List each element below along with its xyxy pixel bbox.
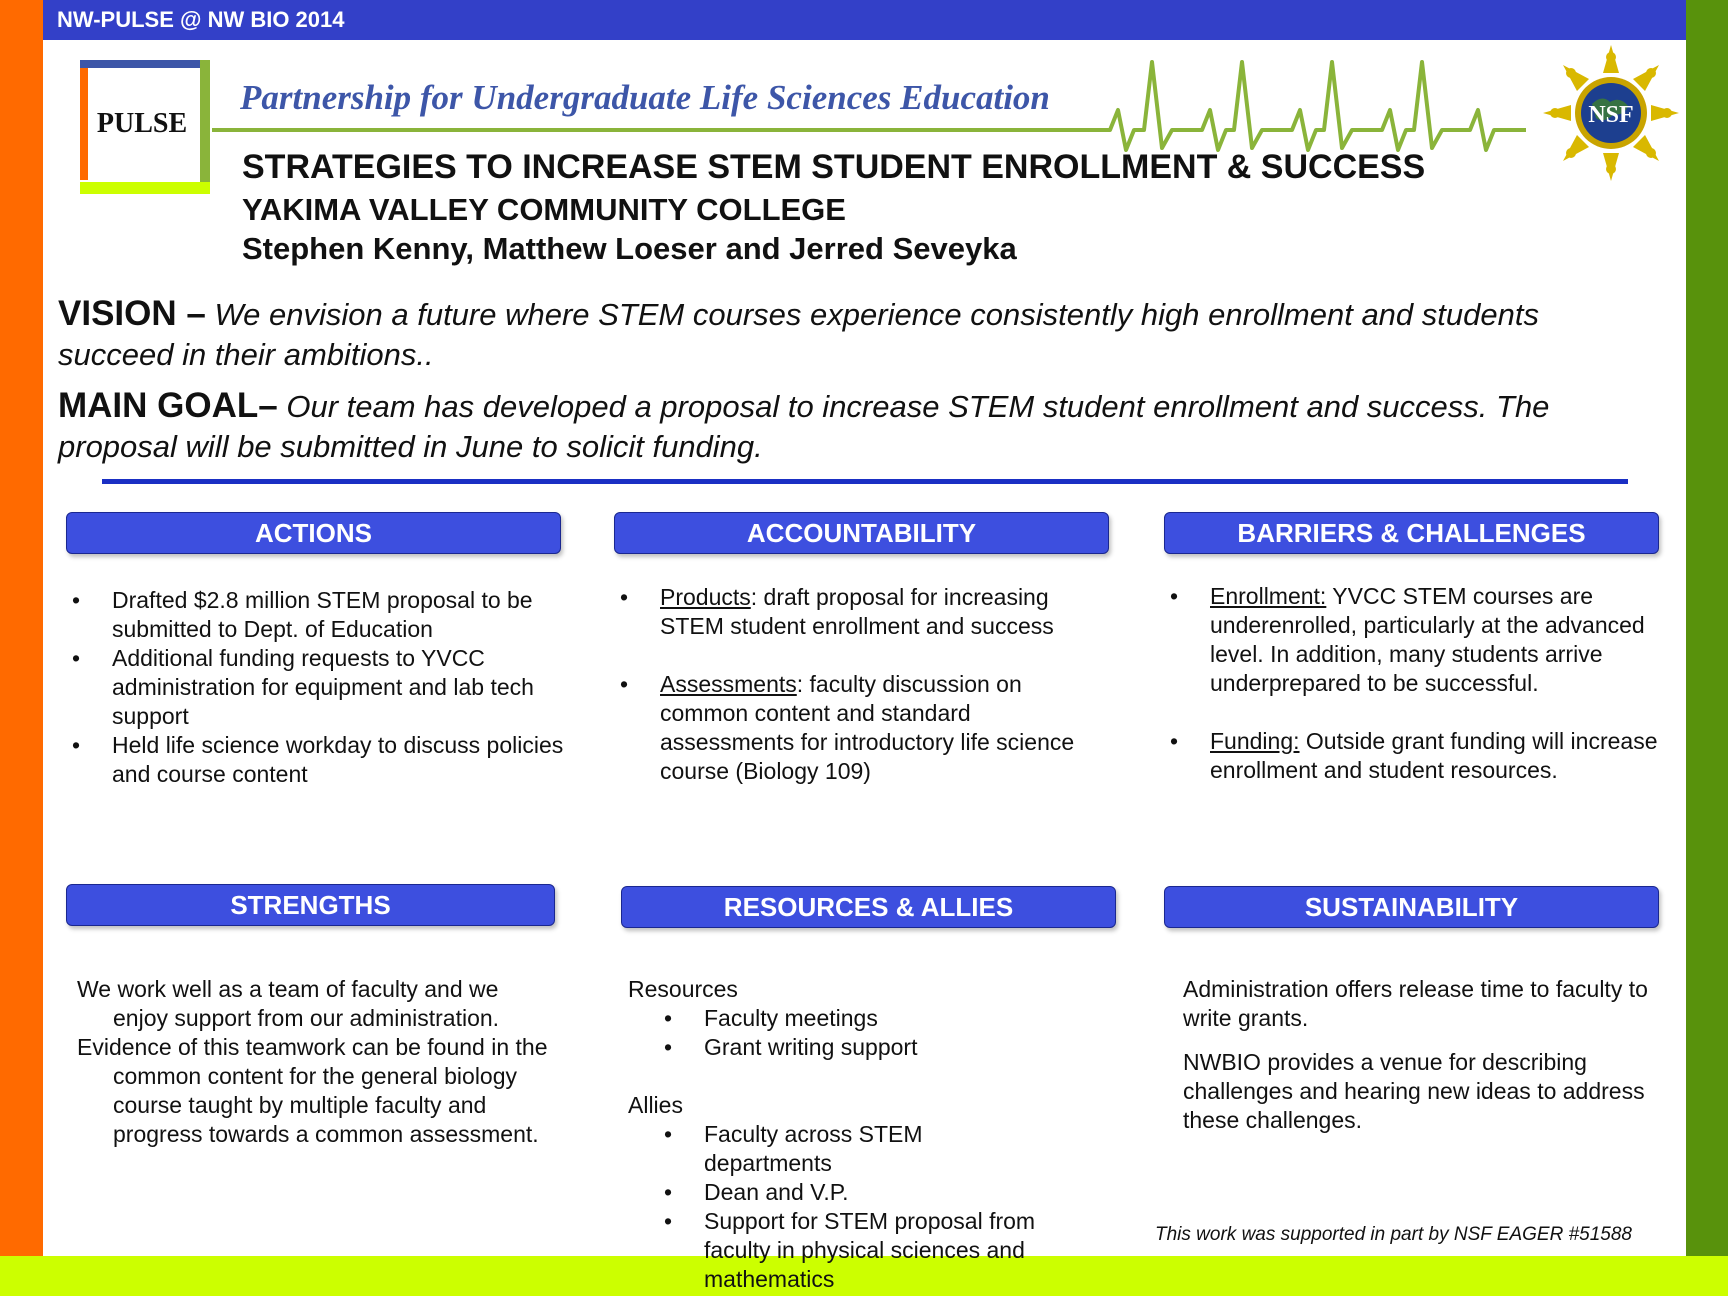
list-item: • Products: draft proposal for increasing STEM student enrollment and success xyxy=(620,584,1054,639)
list-item: • Drafted $2.8 million STEM proposal to be submitted to Dept. of Education xyxy=(72,587,533,642)
actions-header: ACTIONS xyxy=(66,512,561,554)
list-item: • Assessments: faculty discussion on common content and standard assessments for introductory life science course (Biology 109) xyxy=(620,671,1075,784)
vision-label: VISION – xyxy=(58,294,206,333)
resources-header: RESOURCES & ALLIES xyxy=(621,886,1116,928)
college-name: YAKIMA VALLEY COMMUNITY COLLEGE xyxy=(242,192,846,227)
barriers-header: BARRIERS & CHALLENGES xyxy=(1164,512,1659,554)
accountability-body xyxy=(620,583,1110,786)
list-item: • Dean and V.P. xyxy=(664,1179,849,1205)
resources-label: Resources xyxy=(628,976,738,1002)
vision-text: We envision a future where STEM courses experience consistently high enrollment and students succeed in their ambitions.. xyxy=(58,297,1539,372)
top-banner: NW-PULSE @ NW BIO 2014 xyxy=(43,0,1686,40)
sustainability-paragraph: Administration offers release time to faculty to write grants. xyxy=(1183,976,1648,1031)
subtitle-underline xyxy=(212,128,1092,132)
authors: Stephen Kenny, Matthew Loeser and Jerred Seveyka xyxy=(242,231,1017,266)
sustainability-header: SUSTAINABILITY xyxy=(1164,886,1659,928)
heartbeat-line-icon xyxy=(1090,56,1526,152)
subtitle: Partnership for Undergraduate Life Sciences Education xyxy=(240,78,1050,117)
goal-label: MAIN GOAL– xyxy=(58,386,278,425)
strengths-paragraph: Evidence of this teamwork can be found in the common content for the general biology course taught by multiple faculty and progress towards a common assessment. xyxy=(77,1034,548,1147)
section-divider xyxy=(102,479,1628,484)
left-orange-bar xyxy=(0,0,43,1296)
resources-body xyxy=(628,975,1128,1294)
actions-body xyxy=(72,586,572,789)
main-goal-statement xyxy=(58,386,1658,467)
list-item: • Grant writing support xyxy=(664,1034,918,1060)
allies-label: Allies xyxy=(628,1092,683,1118)
accountability-header: ACCOUNTABILITY xyxy=(614,512,1109,554)
nsf-logo-text: NSF xyxy=(1588,102,1634,128)
vision-statement xyxy=(58,294,1658,375)
list-item: • Additional funding requests to YVCC administration for equipment and lab tech support xyxy=(72,645,534,729)
list-item: • Faculty across STEM departments xyxy=(664,1121,923,1176)
strengths-paragraph: We work well as a team of faculty and we enjoy support from our administration. xyxy=(77,976,500,1031)
list-item: • Held life science workday to discuss policies and course content xyxy=(72,732,564,787)
pulse-logo-text: PULSE xyxy=(96,108,188,139)
list-item: • Faculty meetings xyxy=(664,1005,878,1031)
nsf-logo xyxy=(1540,42,1682,184)
poster-title: STRATEGIES TO INCREASE STEM STUDENT ENROLLMENT & SUCCESS xyxy=(242,148,1426,186)
funding-acknowledgement: This work was supported in part by NSF EAGER #51588 xyxy=(1155,1224,1632,1245)
strengths-body xyxy=(77,975,557,1149)
pulse-logo xyxy=(80,60,210,194)
goal-text: Our team has developed a proposal to increase STEM student enrollment and success. The proposal will be submitted in June to solicit funding. xyxy=(58,389,1550,464)
sustainability-body xyxy=(1183,975,1653,1135)
list-item: • Support for STEM proposal from faculty in physical sciences and mathematics xyxy=(664,1208,1036,1292)
barriers-body xyxy=(1170,582,1670,785)
right-green-bar xyxy=(1686,0,1728,1296)
strengths-header: STRENGTHS xyxy=(66,884,555,926)
list-item: • Enrollment: YVCC STEM courses are underenrolled, particularly at the advanced level. In addition, many students arrive underprepared to be successful. xyxy=(1170,583,1645,696)
list-item: • Funding: Outside grant funding will increase enrollment and student resources. xyxy=(1170,728,1658,783)
sustainability-paragraph: NWBIO provides a venue for describing challenges and hearing new ideas to address these challenges. xyxy=(1183,1049,1645,1133)
